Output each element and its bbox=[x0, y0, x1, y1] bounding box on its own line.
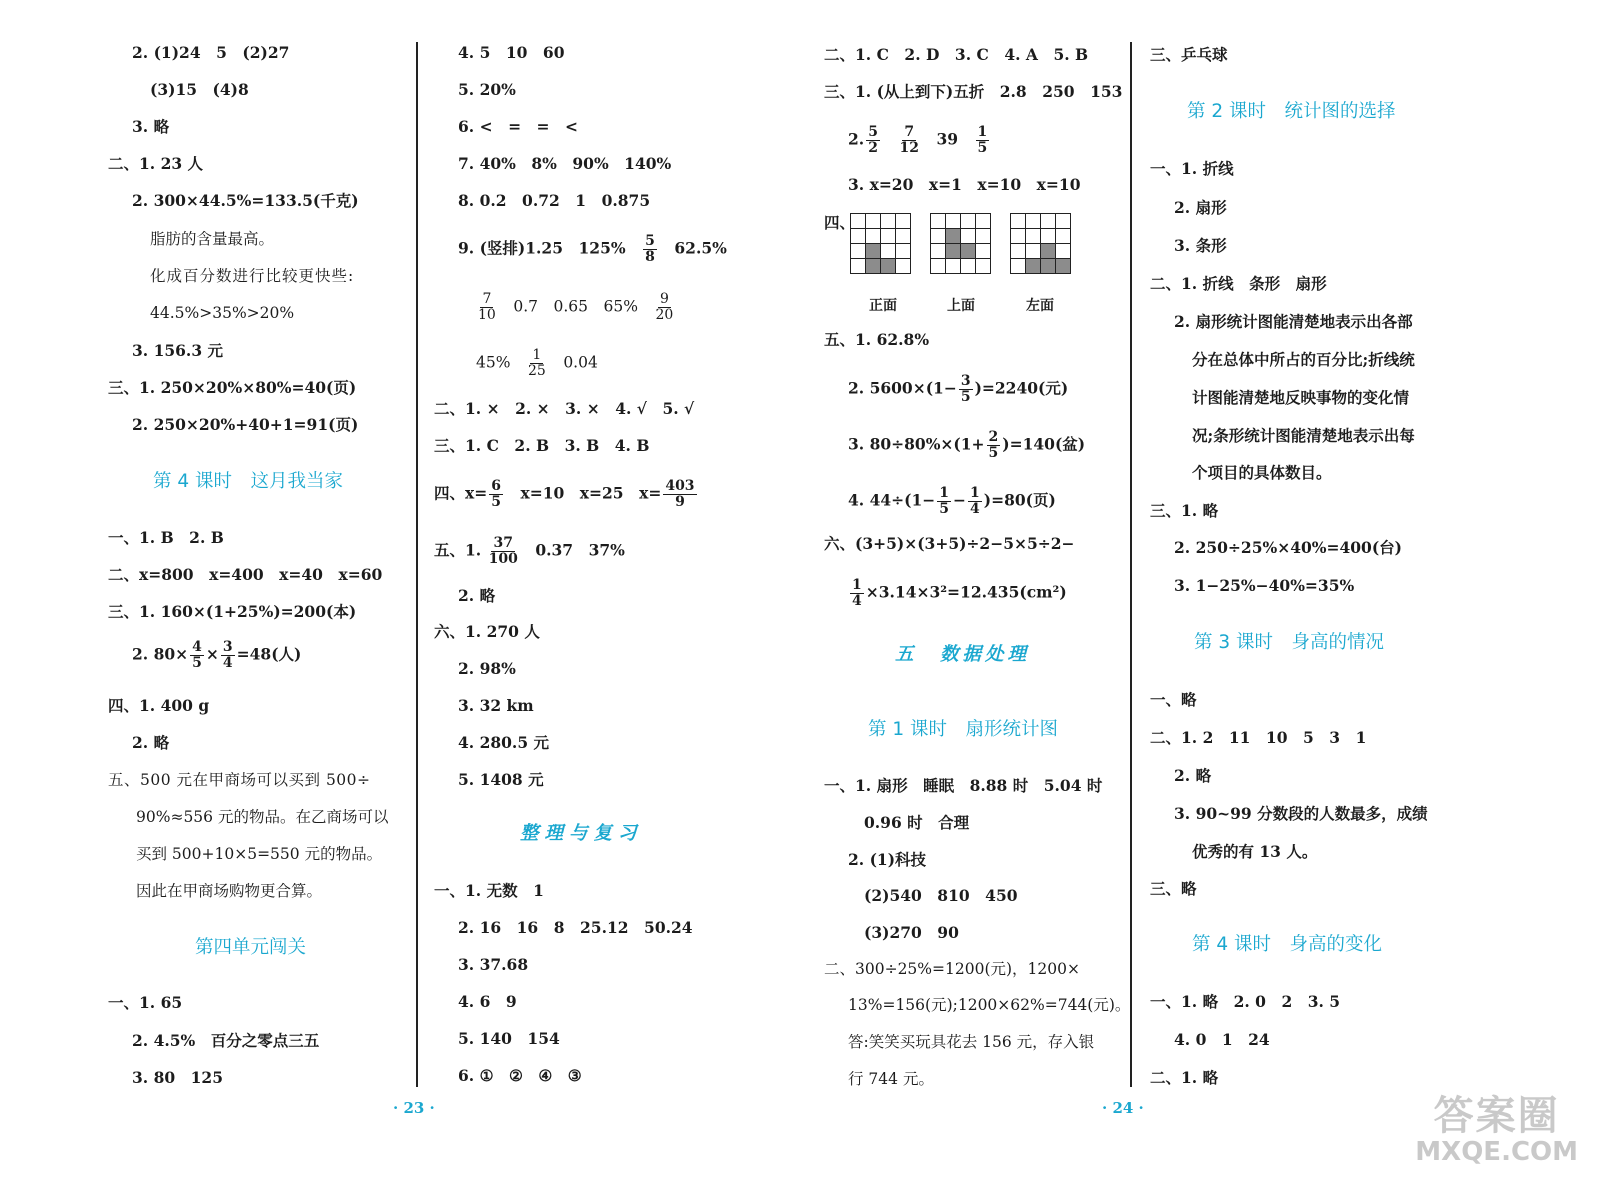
fraction: $\frac{6}{5}$ bbox=[491, 478, 501, 510]
answer-line: 分在总体中所占的百分比;折线统 bbox=[1192, 350, 1415, 369]
answer-line bbox=[476, 292, 675, 323]
answer-line: 44.5%>35%>20% bbox=[150, 304, 295, 322]
answer-line: 3. 80 125 bbox=[132, 1068, 224, 1087]
text-segment: 3. 80÷80%×(1+ bbox=[848, 434, 985, 454]
answer-line: 化成百分数进行比较更快些: bbox=[150, 267, 355, 285]
answer-line: 2. 扇形统计图能清楚地表示出各部 bbox=[1174, 312, 1413, 331]
answer-line: 二、1. C 2. D 3. C 4. A 5. B bbox=[824, 45, 1089, 64]
answer-line: 六、(3+5)×(3+5)÷2−5×5÷2− bbox=[824, 534, 1075, 553]
answer-line: 二、1. 略 bbox=[1150, 1068, 1219, 1087]
fraction: $\frac{5}{2}$ bbox=[868, 124, 878, 156]
view-grid-front bbox=[850, 213, 911, 274]
column-2 bbox=[418, 0, 798, 1180]
fraction: $\frac{1}{4}$ bbox=[852, 577, 862, 609]
answer-line: 5. 1408 元 bbox=[458, 770, 544, 789]
answer-line: 2. 250×20%+40+1=91(页) bbox=[132, 415, 359, 434]
answer-line: 3. 90~99 分数段的人数最多，成绩 bbox=[1174, 804, 1428, 823]
answer-line: 三、略 bbox=[1150, 879, 1197, 898]
answer-line: 个项目的具体数目。 bbox=[1192, 463, 1332, 482]
fraction: $\frac{9}{20}$ bbox=[655, 291, 674, 323]
text-segment: =48(人) bbox=[236, 644, 302, 664]
answer-line: 2. 略 bbox=[1174, 766, 1212, 785]
answer-line: 四、 bbox=[824, 213, 856, 232]
view-label-top: 上面 bbox=[947, 298, 975, 314]
answer-line: 5. 20% bbox=[458, 80, 516, 99]
answer-line bbox=[434, 536, 625, 567]
answer-line bbox=[132, 640, 301, 671]
answer-line: 三、1. 略 bbox=[1150, 501, 1219, 520]
text-segment: 2. 5600×(1− bbox=[848, 378, 957, 398]
answer-line bbox=[476, 348, 598, 379]
text-segment: 45% bbox=[476, 353, 511, 372]
section-heading: 第 4 课时 身高的变化 bbox=[1192, 934, 1383, 955]
answer-line: 3. 32 km bbox=[458, 696, 534, 715]
view-label-left: 左面 bbox=[1026, 298, 1054, 314]
answer-line: 4. 6 9 bbox=[458, 992, 517, 1011]
text-segment: 2. bbox=[848, 129, 865, 149]
answer-line: 三、1. C 2. B 3. B 4. B bbox=[434, 436, 650, 455]
view-label-front: 正面 bbox=[869, 298, 897, 314]
answer-line: 7. 40% 8% 90% 140% bbox=[458, 154, 672, 173]
text-segment: 39 bbox=[936, 129, 959, 149]
answer-line: 六、1. 270 人 bbox=[434, 622, 540, 641]
answer-line: 2. 300×44.5%=133.5(千克) bbox=[132, 191, 359, 210]
answer-line: 90%≈556 元的物品。在乙商场可以 bbox=[136, 808, 389, 826]
section-heading: 第 1 课时 扇形统计图 bbox=[868, 719, 1059, 740]
fraction: $\frac{3}{4}$ bbox=[222, 639, 233, 671]
fraction: $\frac{1}{5}$ bbox=[939, 485, 949, 517]
answer-line bbox=[434, 479, 699, 510]
answer-line: 8. 0.2 0.72 1 0.875 bbox=[458, 191, 651, 210]
answer-line bbox=[458, 234, 727, 265]
page-number-left: · 23 · bbox=[393, 1099, 435, 1117]
text-segment: ×3.14×3²=12.435(cm²) bbox=[865, 582, 1067, 602]
fraction: $\frac{37}{100}$ bbox=[488, 535, 518, 567]
text-segment: − bbox=[953, 490, 966, 510]
answer-line: 二、1. 23 人 bbox=[108, 154, 204, 173]
answer-line: 一、1. 扇形 睡眠 8.88 时 5.04 时 bbox=[824, 776, 1103, 795]
answer-line: 3. 条形 bbox=[1174, 236, 1227, 255]
page-number-right: · 24 · bbox=[1102, 1099, 1144, 1117]
answer-line: 4. 0 1 24 bbox=[1174, 1030, 1270, 1049]
answer-line: 5. 140 154 bbox=[458, 1029, 560, 1048]
answer-line: 3. 37.68 bbox=[458, 955, 529, 974]
text-segment: 四、x= bbox=[434, 483, 488, 503]
answer-line: 况;条形统计图能清楚地表示出每 bbox=[1192, 426, 1415, 445]
text-segment: x=10 x=25 x= bbox=[520, 483, 662, 503]
answer-line: 3. 1−25%−40%=35% bbox=[1174, 576, 1355, 595]
view-grid-left bbox=[1010, 213, 1071, 274]
answer-line: 脂肪的含量最高。 bbox=[150, 230, 275, 248]
answer-line: 13%=156(元);1200×62%=744(元)。 bbox=[848, 996, 1131, 1014]
text-segment: )=140(盆) bbox=[1002, 434, 1086, 454]
column-1 bbox=[0, 0, 415, 1180]
answer-line: 一、1. 略 2. 0 2 3. 5 bbox=[1150, 992, 1341, 1011]
section-heading: 整理与复习 bbox=[520, 823, 643, 844]
answer-line bbox=[848, 125, 991, 156]
answer-line: 四、1. 400 g bbox=[108, 696, 210, 715]
section-heading: 第 2 课时 统计图的选择 bbox=[1187, 101, 1396, 122]
answer-line: 2. 扇形 bbox=[1174, 198, 1227, 217]
fraction: $\frac{3}{5}$ bbox=[960, 373, 971, 405]
answer-line: 优秀的有 13 人。 bbox=[1192, 842, 1318, 861]
answer-line: 4. 5 10 60 bbox=[458, 43, 565, 62]
answer-line: 一、1. 无数 1 bbox=[434, 881, 544, 900]
answer-line bbox=[848, 430, 1085, 461]
text-segment: 五、1. bbox=[434, 540, 482, 560]
section-heading: 第 4 课时 这月我当家 bbox=[153, 471, 344, 492]
answer-line: 2. (1)科技 bbox=[848, 850, 927, 869]
fraction: $\frac{1}{4}$ bbox=[970, 485, 980, 517]
answer-line: 买到 500+10×5=550 元的物品。 bbox=[136, 845, 383, 863]
answer-line: 2. 4.5% 百分之零点三五 bbox=[132, 1031, 320, 1050]
text-segment: 62.5% bbox=[674, 238, 727, 258]
answer-line: 二、x=800 x=400 x=40 x=60 bbox=[108, 565, 383, 584]
answer-line: (2)540 810 450 bbox=[864, 886, 1018, 905]
fraction: $\frac{4}{5}$ bbox=[192, 639, 202, 671]
text-segment: 0.04 bbox=[563, 353, 598, 372]
section-heading: 第四单元闯关 bbox=[195, 937, 307, 958]
section-heading: 第 3 课时 身高的情况 bbox=[1194, 632, 1385, 653]
watermark-logo-text: 答案圈 bbox=[1433, 1093, 1560, 1139]
answer-line: 二、1. 2 11 10 5 3 1 bbox=[1150, 728, 1367, 747]
answer-line bbox=[848, 578, 1067, 609]
answer-line: 行 744 元。 bbox=[848, 1070, 934, 1088]
answer-line: 6. ① ② ④ ③ bbox=[458, 1066, 582, 1085]
column-3 bbox=[800, 0, 1130, 1180]
fraction: $\frac{5}{8}$ bbox=[645, 233, 655, 265]
answer-line: 0.96 时 合理 bbox=[864, 813, 970, 832]
answer-line: 五、500 元在甲商场可以买到 500÷ bbox=[108, 771, 371, 789]
answer-line: (3)15 (4)8 bbox=[150, 80, 249, 99]
fraction: $\frac{7}{12}$ bbox=[899, 124, 919, 156]
answer-line: 三、乒乓球 bbox=[1150, 45, 1228, 64]
answer-line: 答:笑笑买玩具花去 156 元，存入银 bbox=[848, 1033, 1095, 1051]
answer-line: 2. 250÷25%×40%=400(台) bbox=[1174, 538, 1403, 557]
answer-line: 2. 98% bbox=[458, 659, 516, 678]
answer-line: 2. 16 16 8 25.12 50.24 bbox=[458, 918, 693, 937]
answer-line: 三、1. 250×20%×80%=40(页) bbox=[108, 378, 357, 397]
answer-line: 3. 156.3 元 bbox=[132, 341, 224, 360]
answer-line: 3. x=20 x=1 x=10 x=10 bbox=[848, 175, 1081, 194]
fraction: $\frac{2}{5}$ bbox=[988, 429, 999, 461]
answer-line: 五、1. 62.8% bbox=[824, 330, 930, 349]
column-4 bbox=[1132, 0, 1600, 1180]
text-segment: )=80(页) bbox=[983, 490, 1056, 510]
watermark-url: MXQE.COM bbox=[1415, 1137, 1578, 1167]
answer-line: 二、300÷25%=1200(元)，1200× bbox=[824, 960, 1080, 978]
answer-line bbox=[848, 374, 1068, 405]
fraction: $\frac{7}{10}$ bbox=[478, 291, 496, 323]
text-segment: 9. (竖排)1.25 125% bbox=[458, 238, 626, 258]
answer-line: 一、1. B 2. B bbox=[108, 528, 224, 547]
text-segment: 0.7 0.65 65% bbox=[513, 297, 638, 316]
answer-line: 6. < = = < bbox=[458, 117, 579, 136]
answer-line: 3. 略 bbox=[132, 117, 170, 136]
fraction: $\frac{403}{9}$ bbox=[665, 478, 695, 510]
fraction: $\frac{1}{25}$ bbox=[527, 347, 546, 379]
answer-line: 2. 略 bbox=[458, 586, 496, 605]
text-segment: )=2240(元) bbox=[974, 378, 1069, 398]
answer-line: 一、略 bbox=[1150, 690, 1197, 709]
fraction: $\frac{1}{5}$ bbox=[977, 124, 988, 156]
answer-line: 2. (1)24 5 (2)27 bbox=[132, 43, 290, 62]
answer-line: 二、1. 折线 条形 扇形 bbox=[1150, 274, 1327, 293]
answer-line: 2. 略 bbox=[132, 733, 170, 752]
answer-line: 一、1. 折线 bbox=[1150, 159, 1234, 178]
view-grid-top bbox=[930, 213, 991, 274]
text-segment: × bbox=[205, 644, 219, 664]
answer-line: 三、1. (从上到下)五折 2.8 250 153 bbox=[824, 82, 1123, 101]
watermark bbox=[1415, 1094, 1578, 1166]
text-segment: 2. 80× bbox=[132, 644, 189, 664]
answer-line bbox=[848, 486, 1056, 517]
section-heading: 五 数据处理 bbox=[895, 644, 1031, 665]
text-segment: 4. 44÷(1− bbox=[848, 490, 936, 510]
answer-line: 二、1. × 2. × 3. × 4. √ 5. √ bbox=[434, 399, 695, 418]
answer-line: 一、1. 65 bbox=[108, 993, 183, 1012]
answer-line: (3)270 90 bbox=[864, 923, 959, 942]
answer-line: 三、1. 160×(1+25%)=200(本) bbox=[108, 602, 357, 621]
answer-line: 计图能清楚地反映事物的变化情 bbox=[1192, 388, 1410, 407]
answer-line: 因此在甲商场购物更合算。 bbox=[136, 882, 323, 900]
text-segment: 0.37 37% bbox=[535, 540, 625, 560]
answer-line: 4. 280.5 元 bbox=[458, 733, 550, 752]
